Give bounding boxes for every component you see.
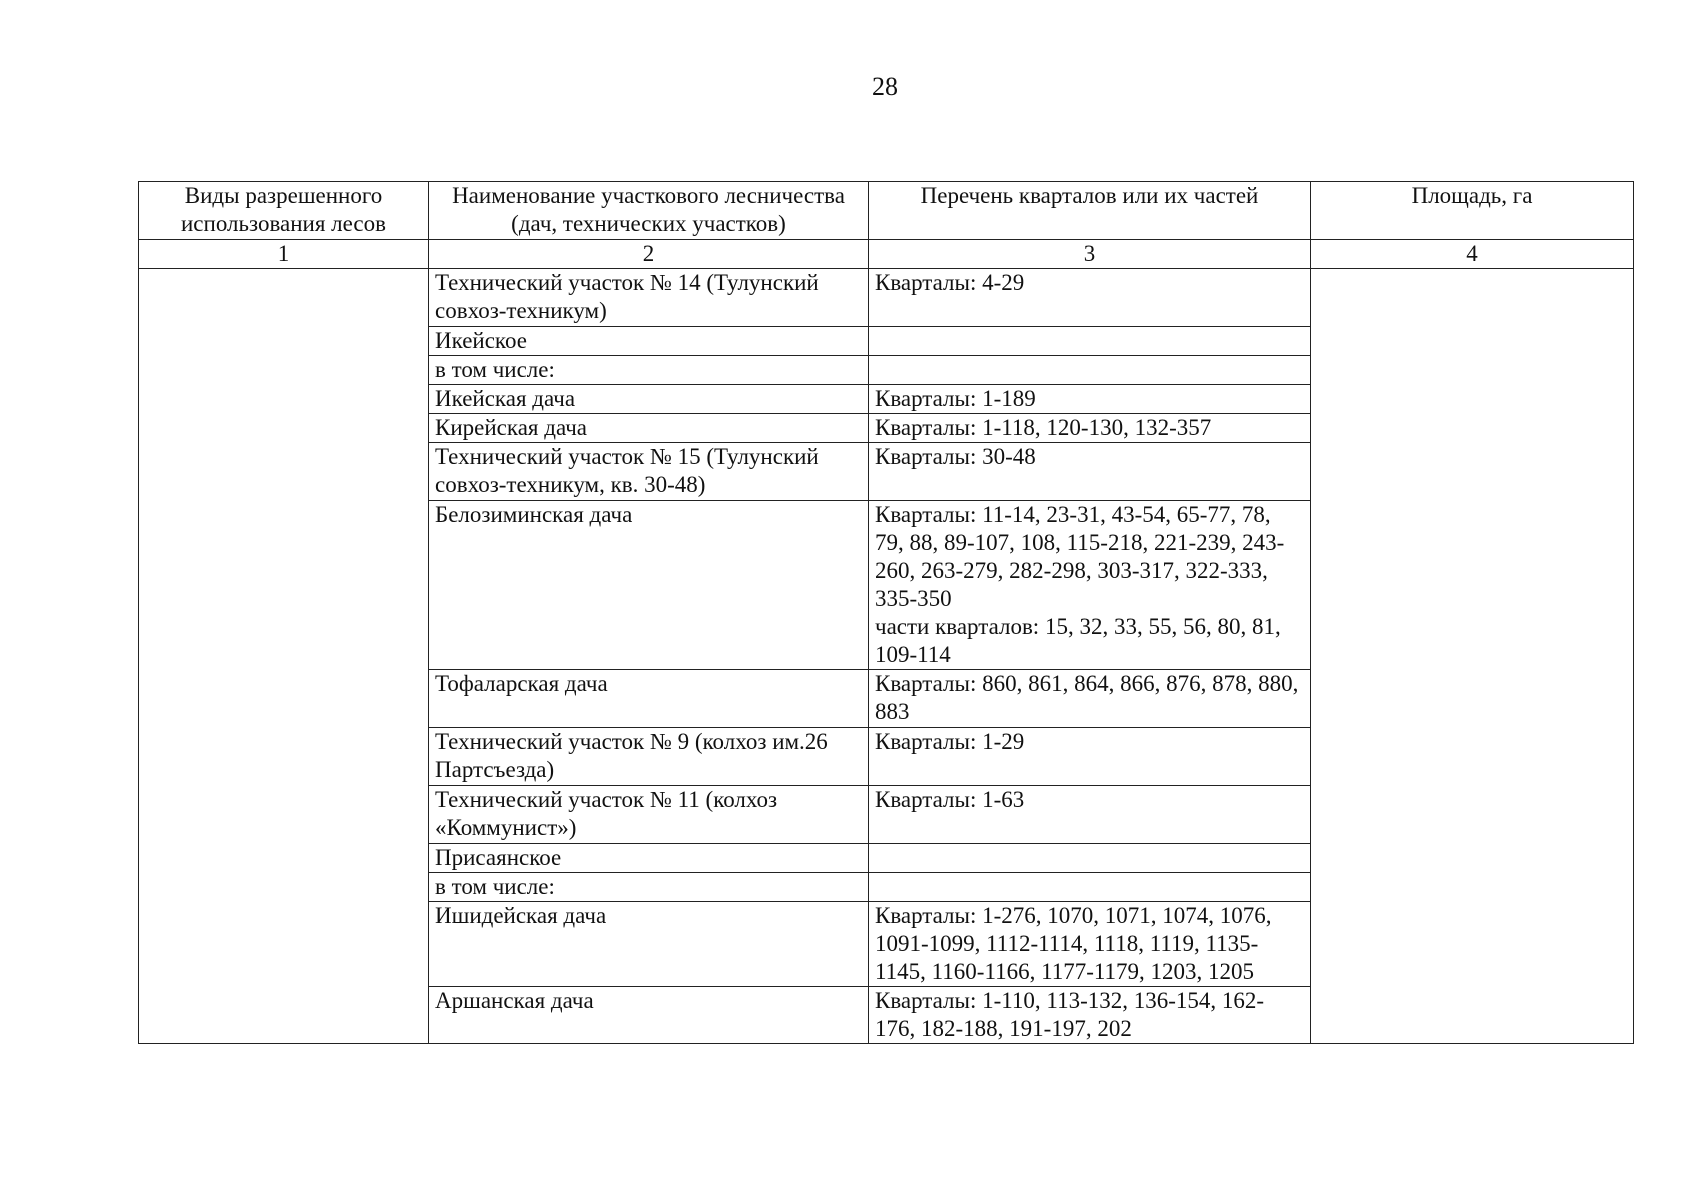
quarters-line: части кварталов: 15, 32, 33, 55, 56, 80, 81, 109-114 (875, 614, 1281, 667)
forestry-name-cell: Присаянское (429, 844, 869, 873)
forestry-name-cell: Белозиминская дача (429, 501, 869, 670)
quarters-cell: Кварталы: 860, 861, 864, 866, 876, 878, 880, 883 (869, 670, 1311, 728)
usage-type-cell (139, 269, 429, 1044)
column-number: 2 (429, 240, 869, 269)
forestry-name-cell: Ишидейская дача (429, 902, 869, 987)
column-header: Наименование участкового лесничества (дач, технических участков) (429, 182, 869, 240)
forestry-name-cell: Икейское (429, 327, 869, 356)
quarters-cell: Кварталы: 1-189 (869, 385, 1311, 414)
forestry-name-cell: Технический участок № 14 (Тулунский совхоз-техникум) (429, 269, 869, 327)
quarters-cell: Кварталы: 1-276, 1070, 1071, 1074, 1076, 1091-1099, 1112-1114, 1118, 1119, 1135-1145, 1160-1166, 1177-1179, 1203, 1205 (869, 902, 1311, 987)
quarters-cell: Кварталы: 1-29 (869, 728, 1311, 786)
forestry-name-cell: в том числе: (429, 356, 869, 385)
quarters-cell (869, 356, 1311, 385)
quarters-line: Кварталы: 11-14, 23-31, 43-54, 65-77, 78, 79, 88, 89-107, 108, 115-218, 221-239, 243-260, 263-279, 282-298, 303-317, 322-333, 335-350 (875, 502, 1285, 611)
quarters-cell: Кварталы: 30-48 (869, 443, 1311, 501)
quarters-cell: Кварталы: 1-118, 120-130, 132-357 (869, 414, 1311, 443)
page-number: 28 (872, 72, 898, 101)
column-number: 1 (139, 240, 429, 269)
column-header: Виды разрешенного использования лесов (139, 182, 429, 240)
quarters-cell: Кварталы: 1-110, 113-132, 136-154, 162-176, 182-188, 191-197, 202 (869, 987, 1311, 1044)
forestry-name-cell: Кирейская дача (429, 414, 869, 443)
forestry-name-cell: в том числе: (429, 873, 869, 902)
forestry-name-cell: Тофаларская дача (429, 670, 869, 728)
forest-use-table (138, 181, 1634, 1044)
forestry-name-cell: Технический участок № 11 (колхоз «Коммунист») (429, 786, 869, 844)
column-number: 4 (1311, 240, 1634, 269)
forestry-name-cell: Технический участок № 15 (Тулунский совхоз-техникум, кв. 30-48) (429, 443, 869, 501)
column-number: 3 (869, 240, 1311, 269)
column-header: Площадь, га (1311, 182, 1634, 240)
forestry-name-cell: Икейская дача (429, 385, 869, 414)
quarters-cell (869, 873, 1311, 902)
quarters-cell (869, 327, 1311, 356)
quarters-cell (869, 501, 1311, 670)
quarters-cell: Кварталы: 1-63 (869, 786, 1311, 844)
quarters-cell: Кварталы: 4-29 (869, 269, 1311, 327)
forestry-name-cell: Аршанская дача (429, 987, 869, 1044)
column-header: Перечень кварталов или их частей (869, 182, 1311, 240)
forestry-name-cell: Технический участок № 9 (колхоз им.26 Партсъезда) (429, 728, 869, 786)
quarters-cell (869, 844, 1311, 873)
table-header-row (139, 182, 1634, 240)
column-number-row (139, 240, 1634, 269)
area-cell (1311, 269, 1634, 1044)
table-row (139, 269, 1634, 327)
